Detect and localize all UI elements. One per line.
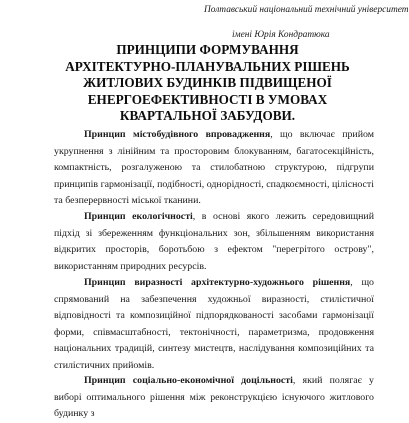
paragraph-body: , що спрямований на забезпечення художньої виразності, стилістичної відповідності та композиційної підпорядкованості засобами гармонізації форми, співмасштабності, тектонічності, параметризма, продовження національних традицій, синтезу мистецтв, наслідування композиційних та стилістичних прийомів. — [54, 277, 374, 371]
paragraph-text — [54, 275, 374, 375]
paragraph-body: , який полягає у виборі оптимального рішення між реконструкцією існуючого житлового будинку з — [54, 375, 374, 420]
paragraph-urban-planning — [54, 127, 374, 210]
paragraph-lead: Принцип соціально-економічної доцільності — [84, 375, 293, 386]
paragraph-body: , що включає прийом укрупнення з лінійним та просторовим блокуванням, багатосекційність, компактність, розгалуженою та стилобатною структурою, підгрупи принципів гармонізації, подібності, однорідності, спадкоємності, цілісності та безперервності міської тканини. — [54, 129, 374, 207]
header-institution: Полтавський національний технічний університет — [204, 5, 409, 15]
paragraph-ecology — [54, 209, 374, 275]
paragraph-body: , в основі якого лежить середовищний підхід зі збереженням функціональних зон, збільшенням використання відкритих просторів, боротьбою з ефектом "перегрітого острову", використанням природних ресурсів. — [54, 211, 374, 272]
paragraph-lead: Принцип містобудівного впровадження — [84, 129, 271, 140]
paragraph-socio-economic — [54, 373, 374, 423]
paragraph-lead: Принцип екологічності — [84, 211, 193, 222]
paragraph-text — [54, 373, 374, 423]
paragraph-lead: Принцип виразності архітектурно-художнього рішення — [84, 277, 351, 288]
document-title: ПРИНЦИПИ ФОРМУВАННЯ АРХІТЕКТУРНО-ПЛАНУВАЛЬНИХ РІШЕНЬ ЖИТЛОВИХ БУДИНКІВ ПІДВИЩЕНОЇ ЕНЕРГОЕФЕКТИВНОСТІ В УМОВАХ КВАРТАЛЬНОЇ ЗАБУДОВИ. — [65, 42, 350, 123]
header-named-after: імені Юрія Кондратюка — [232, 30, 330, 40]
paragraph-text — [54, 127, 374, 210]
paragraph-expressiveness — [54, 275, 374, 375]
paragraph-text — [54, 209, 374, 275]
